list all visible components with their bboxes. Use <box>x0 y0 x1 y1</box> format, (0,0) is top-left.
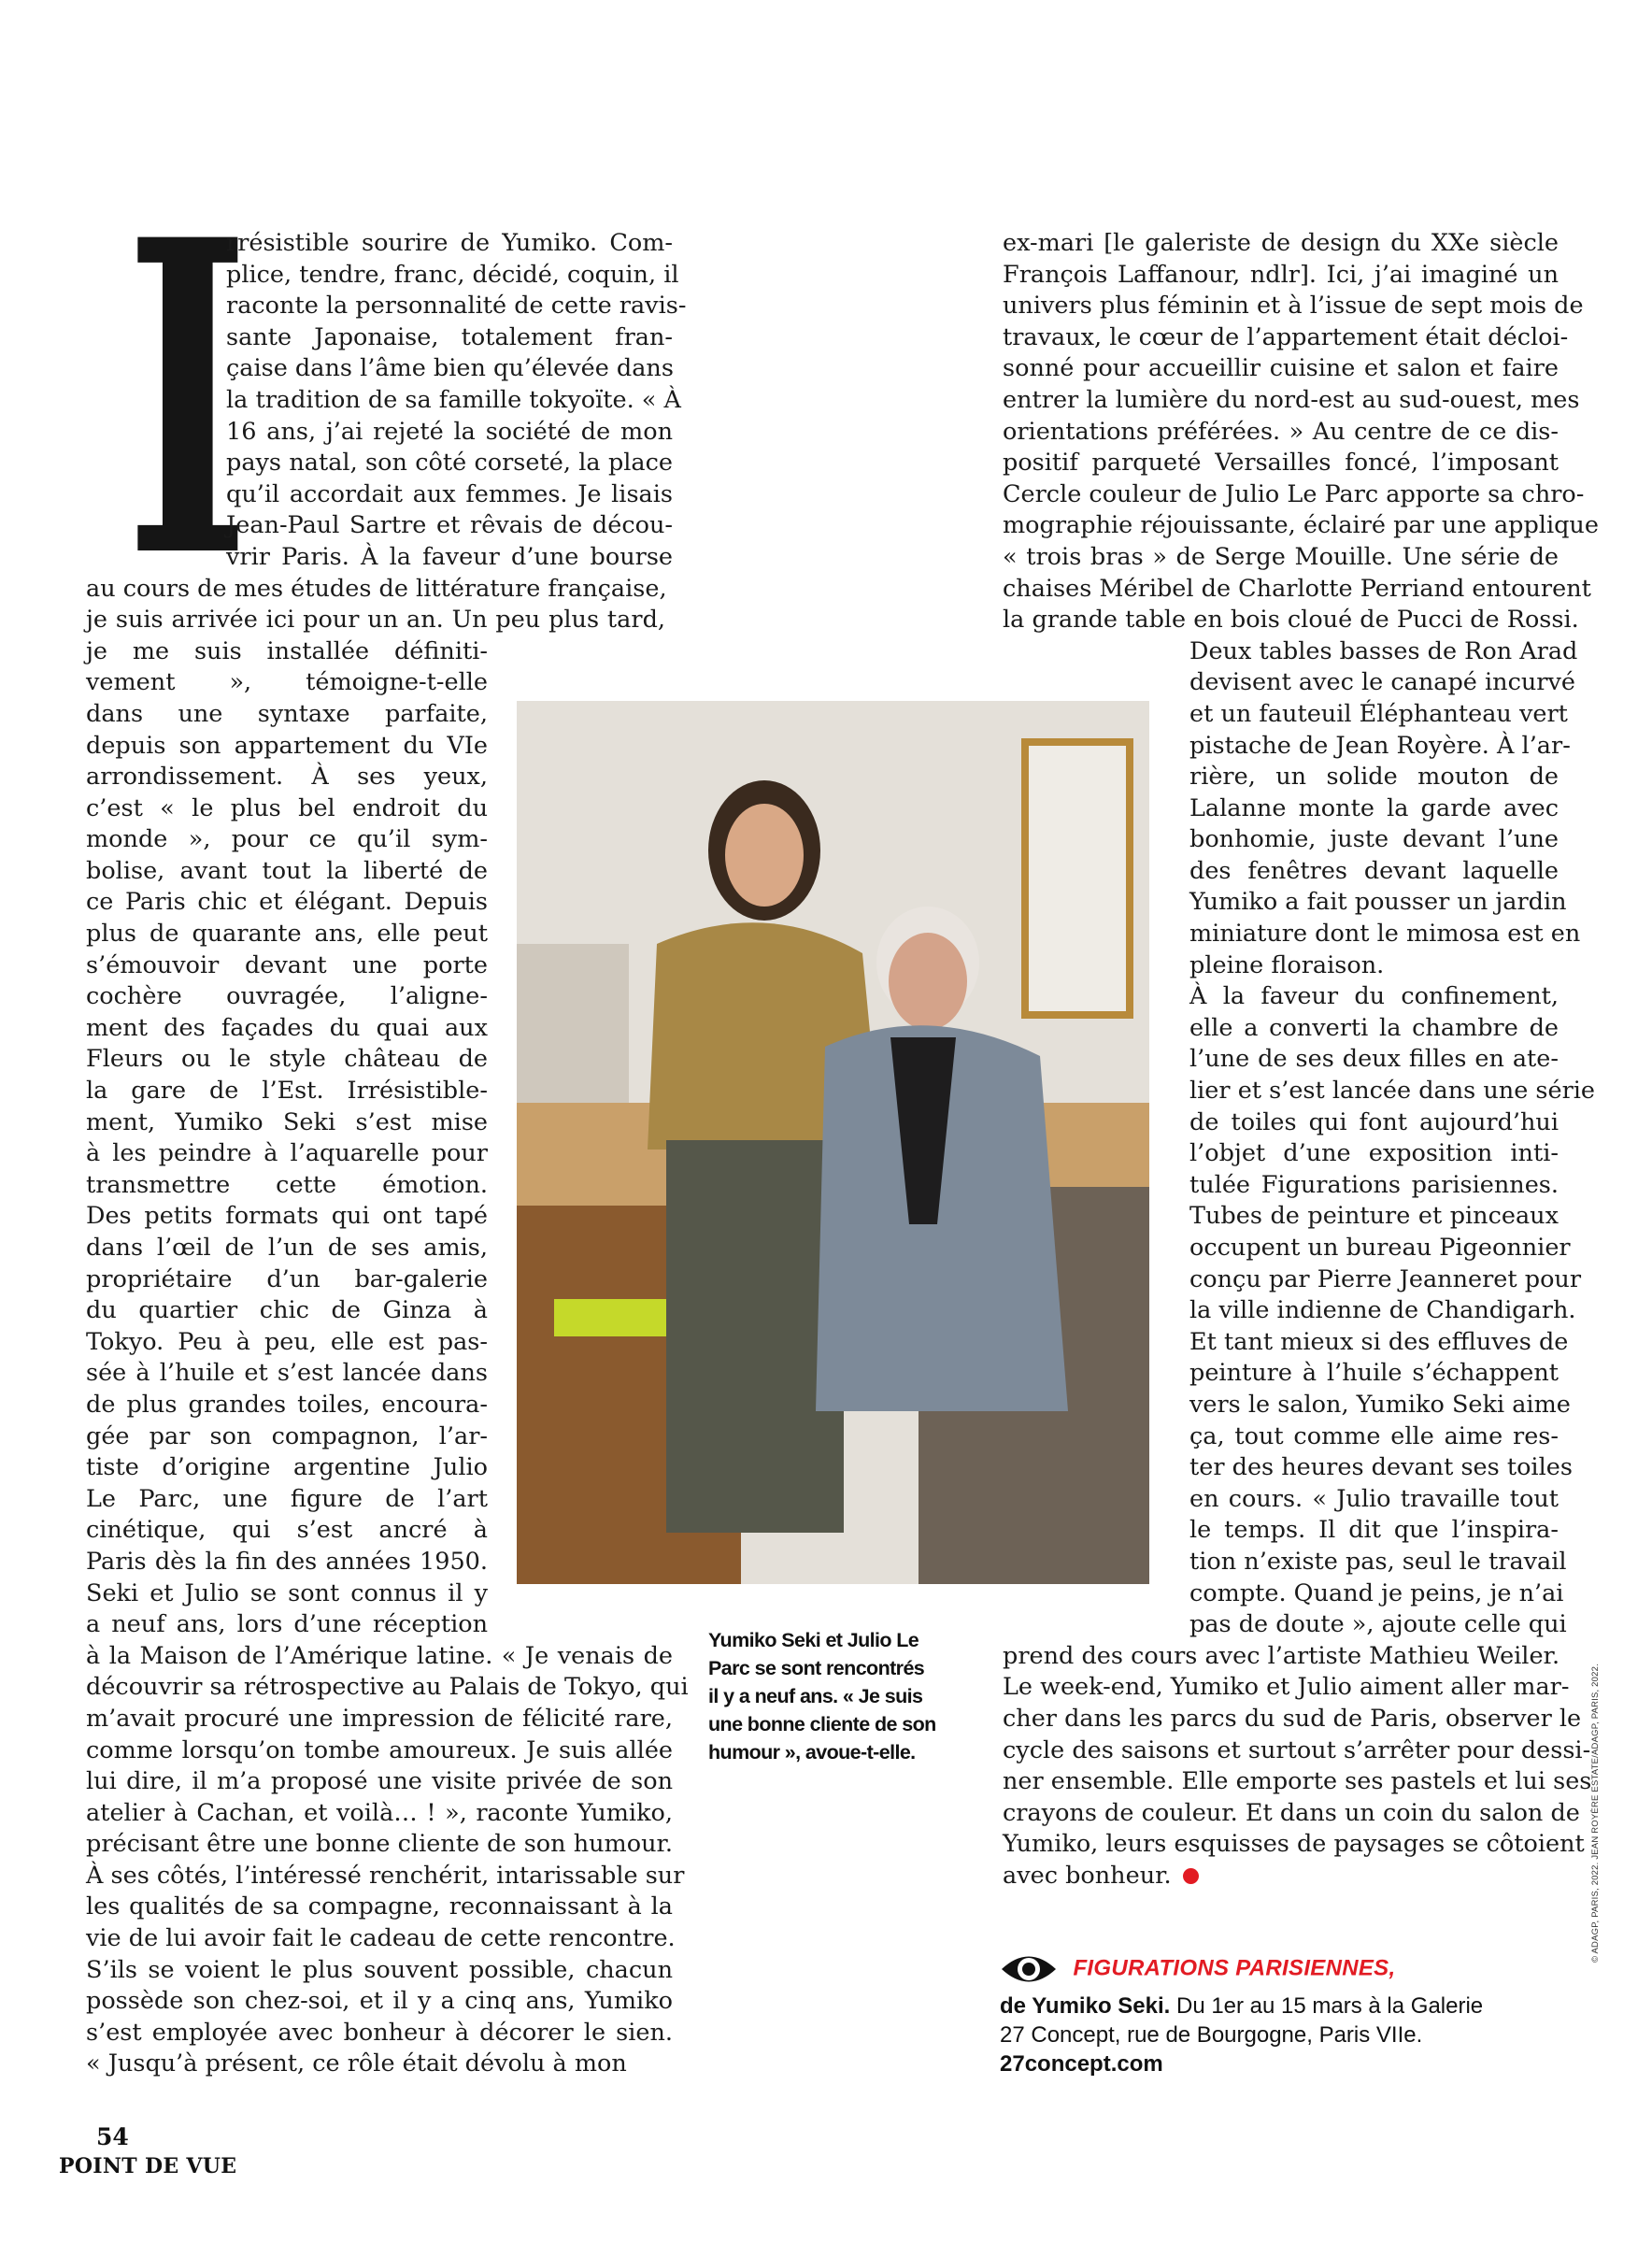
text-line: vers le salon, Yumiko Seki aime <box>1189 1390 1571 1419</box>
text-line: la grande table en bois cloué de Pucci de Rossi. <box>1003 606 1579 635</box>
text-line: 16 ans, j’ai rejeté la société de mon <box>226 417 673 446</box>
text-line: orientations préférées. » Au centre de ce dis- <box>1003 417 1559 446</box>
text-line: plice, tendre, franc, décidé, coquin, il <box>226 260 679 289</box>
text-line: à les peindre à l’aquarelle pour <box>86 1139 488 1168</box>
text-line: comme lorsqu’on tombe amoureux. Je suis allée <box>86 1735 673 1764</box>
eye-icon <box>1000 1951 1058 1992</box>
magazine-name: POINT DE VUE <box>59 2154 237 2178</box>
photo-caption <box>708 1626 956 1766</box>
text-line: Yumiko a fait pousser un jardin <box>1189 888 1567 917</box>
text-line: ter des heures devant ses toiles <box>1189 1453 1573 1482</box>
text-line: ment des façades du quai aux <box>86 1013 488 1042</box>
end-mark <box>1183 1868 1199 1884</box>
text-line: a neuf ans, lors d’une réception <box>86 1610 488 1639</box>
text-line: lui dire, il m’a proposé une visite privée de son <box>86 1767 673 1796</box>
text-line: du quartier chic de Ginza à <box>86 1296 488 1325</box>
exhibition-info <box>1000 1951 1579 2078</box>
text-line: la gare de l’Est. Irrésistible- <box>86 1077 488 1106</box>
text-line: vement », témoigne-t-elle <box>86 668 488 697</box>
text-line: de toiles qui font aujourd’hui <box>1189 1107 1559 1136</box>
text-line: je suis arrivée ici pour un an. Un peu plus tard, <box>86 606 665 635</box>
text-line: travaux, le cœur de l’appartement était décloi- <box>1003 322 1569 351</box>
text-line: çaise dans l’âme bien qu’élevée dans <box>226 354 674 383</box>
text-line: mographie réjouissante, éclairé par une applique <box>1003 511 1599 540</box>
caption-line: il y a neuf ans. « Je suis <box>708 1685 923 1707</box>
text-line: ner ensemble. Elle emporte ses pastels et lui ses <box>1003 1767 1592 1796</box>
text-line: compte. Quand je peins, je n’ai <box>1189 1578 1564 1607</box>
exhibition-date-range: Du 1er au 15 mars à la Galerie <box>1170 1993 1484 2019</box>
exhibition-address: 27 Concept, rue de Bourgogne, Paris VIIe. <box>1000 2022 1423 2048</box>
text-line: c’est « le plus bel endroit du <box>86 793 488 822</box>
text-line: Fleurs ou le style château de <box>86 1045 488 1074</box>
text-line: elle a converti la chambre de <box>1189 1013 1559 1042</box>
text-line: qu’il accordait aux femmes. Je lisais <box>226 479 673 508</box>
text-line: vrir Paris. À la faveur d’une bourse <box>226 542 673 571</box>
text-line: Paris dès la fin des années 1950. <box>86 1547 488 1576</box>
text-line: la tradition de sa famille tokyoïte. « À <box>226 385 681 414</box>
text-line: devisent avec le canapé incurvé <box>1189 668 1575 697</box>
text-line: Le Parc, une figure de l’art <box>86 1484 488 1513</box>
text-line: vie de lui avoir fait le cadeau de cette rencontre. <box>86 1924 676 1953</box>
text-line: transmettre cette émotion. <box>86 1170 488 1199</box>
caption-line: Parc se sont rencontrés <box>708 1657 925 1679</box>
text-line: peinture à l’huile s’échappent <box>1189 1359 1559 1388</box>
text-line: raconte la personnalité de cette ravis- <box>226 292 687 321</box>
text-line: atelier à Cachan, et voilà… ! », raconte Yumiko, <box>86 1798 673 1827</box>
text-line: occupent un bureau Pigeonnier <box>1189 1234 1571 1262</box>
text-line: pays natal, son côté corseté, la place <box>226 449 673 478</box>
text-line: Deux tables basses de Ron Arad <box>1189 636 1578 665</box>
text-line: le temps. Il dit que l’inspira- <box>1189 1516 1559 1545</box>
text-line: ce Paris chic et élégant. Depuis <box>86 888 488 917</box>
text-line: rrésistible sourire de Yumiko. Com- <box>226 229 673 257</box>
photo-credits: © ADAGP, PARIS, 2022. JEAN ROYÈRE ESTATE/ADAGP, PARIS, 2022. <box>1590 1664 1601 1963</box>
text-line: cher dans les parcs du sud de Paris, observer le <box>1003 1704 1582 1733</box>
text-line: l’objet d’une exposition inti- <box>1189 1139 1559 1168</box>
text-line: m’avait procuré une impression de félicité rare, <box>86 1704 673 1733</box>
text-line: plus de quarante ans, elle peut <box>86 920 488 949</box>
text-line: dans une syntaxe parfaite, <box>86 699 488 728</box>
text-line: lier et s’est lancée dans une série <box>1189 1077 1596 1106</box>
text-line: « Jusqu’à présent, ce rôle était dévolu à mon <box>86 2049 627 2078</box>
text-line: Cercle couleur de Julio Le Parc apporte sa chro- <box>1003 479 1585 508</box>
text-line: tiste d’origine argentine Julio <box>86 1453 488 1482</box>
text-line: Tubes de peinture et pinceaux <box>1189 1202 1559 1231</box>
text-line: « trois bras » de Serge Mouille. Une série de <box>1003 542 1559 571</box>
exhibition-dates <box>1000 1992 1579 2021</box>
exhibition-website[interactable]: 27concept.com <box>1000 2051 1163 2077</box>
text-line: ex-mari [le galeriste de design du XXe siècle <box>1003 229 1559 257</box>
text-line: miniature dont le mimosa est en <box>1189 920 1581 949</box>
text-line: au cours de mes études de littérature française, <box>86 574 667 603</box>
text-line: entrer la lumière du nord-est au sud-ouest, mes <box>1003 385 1580 414</box>
text-line: À ses côtés, l’intéressé renchérit, intarissable sur <box>86 1861 685 1890</box>
text-line: avec bonheur. <box>1003 1861 1559 1892</box>
page-number: 54 <box>96 2123 129 2150</box>
text-line: Jean-Paul Sartre et rêvais de décou- <box>226 511 673 540</box>
text-line: sée à l’huile et s’est lancée dans <box>86 1359 488 1388</box>
text-line: possède son chez-soi, et il y a cinq ans, Yumiko <box>86 1987 673 2016</box>
drop-cap: I <box>125 148 250 652</box>
text-line: sonné pour accueillir cuisine et salon et faire <box>1003 354 1559 383</box>
text-line: prend des cours avec l’artiste Mathieu Weiler. <box>1003 1641 1560 1670</box>
text-line: Et tant mieux si des effluves de <box>1189 1327 1569 1356</box>
caption-line: Yumiko Seki et Julio Le <box>708 1629 919 1651</box>
text-line: bonhomie, juste devant l’une <box>1189 825 1559 854</box>
text-line: cycle des saisons et surtout s’arrêter pour dessi- <box>1003 1735 1591 1764</box>
exhibition-title: FIGURATIONS PARISIENNES, <box>1073 1955 1396 1981</box>
text-line: François Laffanour, ndlr]. Ici, j’ai imaginé un <box>1003 260 1559 289</box>
text-line: chaises Méribel de Charlotte Perriand entourent <box>1003 574 1591 603</box>
text-line: cochère ouvragée, l’aligne- <box>86 982 488 1011</box>
exhibition-artist: de Yumiko Seki. <box>1000 1993 1171 2019</box>
text-line: en cours. « Julio travaille tout <box>1189 1484 1559 1513</box>
text-line: Seki et Julio se sont connus il y <box>86 1578 488 1607</box>
text-line: S’ils se voient le plus souvent possible, chacun <box>86 1955 673 1984</box>
text-line: pas de doute », ajoute celle qui <box>1189 1610 1567 1639</box>
text-line: bolise, avant tout la liberté de <box>86 856 488 885</box>
text-line: pleine floraison. <box>1189 950 1385 979</box>
text-line: cinétique, qui s’est ancré à <box>86 1516 488 1545</box>
text-line: s’émouvoir devant une porte <box>86 950 488 979</box>
text-line: et un fauteuil Éléphanteau vert <box>1189 699 1568 728</box>
text-line: je me suis installée définiti- <box>86 636 488 665</box>
text-line: gée par son compagnon, l’ar- <box>86 1421 488 1450</box>
text-line: les qualités de sa compagne, reconnaissant à la <box>86 1892 673 1921</box>
text-line: conçu par Pierre Jeanneret pour <box>1189 1264 1582 1293</box>
text-line: Tokyo. Peu à peu, elle est pas- <box>86 1327 488 1356</box>
text-line: Yumiko, leurs esquisses de paysages se côtoient <box>1003 1830 1585 1859</box>
text-line: tulée Figurations parisiennes. <box>1189 1170 1559 1199</box>
text-line: crayons de couleur. Et dans un coin du salon de <box>1003 1798 1580 1827</box>
text-line: ment, Yumiko Seki s’est mise <box>86 1107 488 1136</box>
text-line: s’est employée avec bonheur à décorer le sien. <box>86 2018 673 2047</box>
text-line: des fenêtres devant laquelle <box>1189 856 1559 885</box>
text-line: dans l’œil de l’un de ses amis, <box>86 1234 488 1262</box>
text-line: de plus grandes toiles, encoura- <box>86 1390 488 1419</box>
text-line: univers plus féminin et à l’issue de sept mois de <box>1003 292 1584 321</box>
text-line: précisant être une bonne cliente de son humour. <box>86 1830 673 1859</box>
text-line: propriétaire d’un bar-galerie <box>86 1264 488 1293</box>
text-line: À la faveur du confinement, <box>1189 982 1559 1011</box>
text-line: Lalanne monte la garde avec <box>1189 793 1559 822</box>
text-line: depuis son appartement du VIe <box>86 731 488 760</box>
text-line: la ville indienne de Chandigarh. <box>1189 1296 1576 1325</box>
text-line: rière, un solide mouton de <box>1189 763 1559 792</box>
text-line: ça, tout comme elle aime res- <box>1189 1421 1559 1450</box>
caption-line: une bonne cliente de son <box>708 1713 936 1735</box>
text-line: Des petits formats qui ont tapé <box>86 1202 488 1231</box>
text-line: positif parqueté Versailles foncé, l’imposant <box>1003 449 1559 478</box>
text-line: à la Maison de l’Amérique latine. « Je venais de <box>86 1641 673 1670</box>
text-line: sante Japonaise, totalement fran- <box>226 322 673 351</box>
text-line: arrondissement. À ses yeux, <box>86 763 488 792</box>
caption-line: humour », avoue-t-elle. <box>708 1741 916 1764</box>
text-line: tion n’existe pas, seul le travail <box>1189 1547 1567 1576</box>
text-line: pistache de Jean Royère. À l’ar- <box>1189 731 1571 760</box>
text-line: découvrir sa rétrospective au Palais de Tokyo, qui <box>86 1673 689 1702</box>
text-line: Le week-end, Yumiko et Julio aiment aller mar- <box>1003 1673 1570 1702</box>
text-line: l’une de ses deux filles en ate- <box>1189 1045 1559 1074</box>
text-line: monde », pour ce qu’il sym- <box>86 825 488 854</box>
